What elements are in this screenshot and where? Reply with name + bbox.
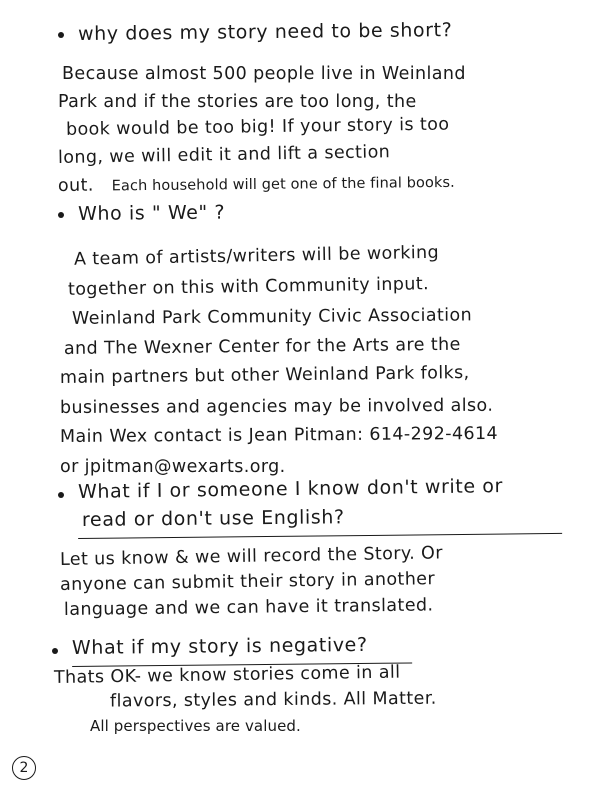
- question-row-2: [58, 200, 225, 228]
- answer-dont-write: [59, 543, 444, 623]
- question-line: What if I or someone I know don't write or: [77, 475, 504, 503]
- answer-why-short: [58, 60, 466, 201]
- answer-line: main partners but other Weinland Park folks,: [59, 362, 470, 388]
- question-who-is-we: Who is " We" ?: [77, 201, 226, 225]
- answer-line: All perspectives are valued.: [90, 717, 301, 735]
- answer-line: Because almost 500 people live in Weinland: [62, 64, 466, 84]
- answer-line: businesses and agencies may be involved also.: [59, 395, 494, 418]
- answer-line: book would be too big! If your story is too: [65, 114, 450, 140]
- page-number: 2: [12, 756, 36, 780]
- answer-line: and The Wexner Center for the Arts are the: [63, 334, 461, 359]
- answer-line: Park and if the stories are too long, the: [58, 92, 417, 112]
- bullet-icon: [58, 212, 64, 218]
- answer-line: Let us know & we will record the Story. Or: [59, 543, 444, 570]
- answer-line: Main Wex contact is Jean Pitman: 614-292-4614: [59, 423, 499, 447]
- bullet-icon: [58, 492, 64, 498]
- question-why-short: why does my story need to be short?: [77, 19, 453, 45]
- bullet-icon: [58, 32, 64, 38]
- answer-line: together on this with Community input.: [67, 273, 430, 300]
- answer-line: Thats OK- we know stories come in all: [53, 662, 401, 688]
- answer-line: anyone can submit their story in another: [59, 569, 436, 595]
- answer-line: long, we will edit it and lift a section: [57, 142, 391, 168]
- answer-line: Weinland Park Community Civic Association: [71, 305, 473, 329]
- answer-text: out.: [57, 175, 94, 196]
- answer-line: or jpitman@wexarts.org.: [60, 456, 286, 477]
- answer-text-small: Each household will get one of the final books.: [111, 174, 455, 195]
- answer-line: flavors, styles and kinds. All Matter.: [109, 688, 437, 712]
- question-row-3: [58, 475, 558, 539]
- answer-line: language and we can have it translated.: [63, 595, 434, 620]
- answer-negative: [53, 662, 437, 738]
- question-negative: What if my story is negative?: [72, 630, 412, 667]
- question-dont-write: [77, 475, 558, 539]
- answer-who-is-we: [59, 242, 499, 482]
- bullet-icon: [52, 648, 58, 654]
- question-line-underlined: read or don't use English?: [78, 501, 562, 539]
- question-row-1: [58, 20, 452, 48]
- answer-line: A team of artists/writers will be working: [73, 242, 440, 270]
- answer-line-wrap: [58, 168, 466, 201]
